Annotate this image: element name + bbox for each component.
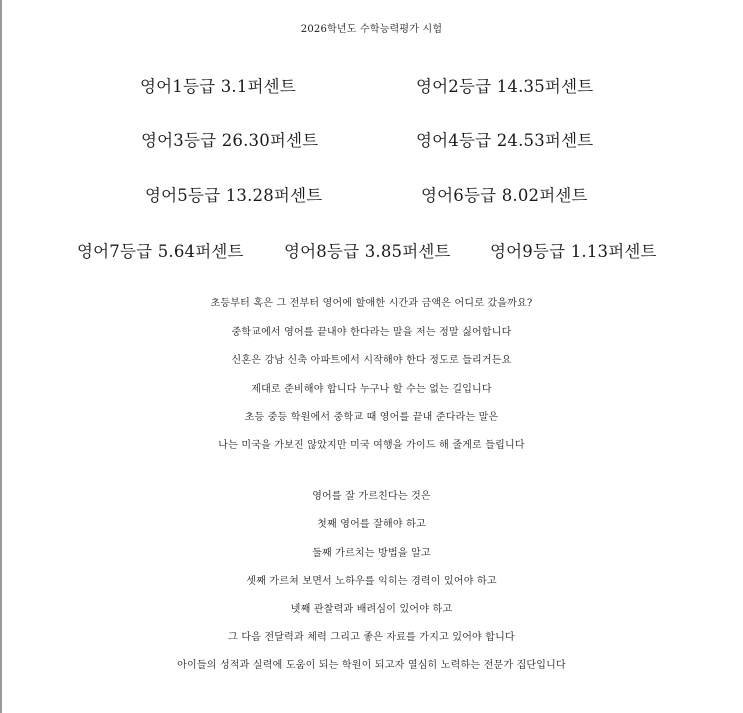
paragraph1-line-1: 초등부터 혹은 그 전부터 영어에 할애한 시간과 금액은 어디로 갔을까요?	[210, 298, 533, 309]
grade-9: 영어9등급 1.13퍼센트	[490, 242, 657, 261]
grade-1: 영어1등급 3.1퍼센트	[140, 77, 296, 96]
grade-3: 영어3등급 26.30퍼센트	[141, 131, 319, 150]
paragraph2-line-1: 영어를 잘 가르친다는 것은	[312, 491, 431, 502]
paragraph2-line-2: 첫째 영어를 잘해야 하고	[317, 519, 426, 530]
paragraph1-line-4: 제대로 준비해야 합니다 누구나 할 수는 없는 길입니다	[251, 384, 492, 395]
paragraph1-line-3: 신혼은 강남 신축 아파트에서 시작해야 한다 정도로 들리거든요	[231, 355, 512, 366]
grade-8: 영어8등급 3.85퍼센트	[284, 242, 451, 261]
grade-6: 영어6등급 8.02퍼센트	[421, 186, 588, 205]
paragraph1-line-2: 중학교에서 영어를 끝내야 한다라는 말을 저는 정말 싫어합니다	[231, 327, 512, 338]
paragraph2-line-3: 둘째 가르치는 방법을 알고	[312, 548, 431, 559]
paragraph2-line-7: 아이들의 성적과 실력에 도움이 되는 학원이 되고자 열심히 노력하는 전문가 집단입니다	[177, 660, 566, 671]
paragraph2-line-6: 그 다음 전달력과 체력 그리고 좋은 자료를 가지고 있어야 합니다	[228, 632, 515, 643]
grade-5: 영어5등급 13.28퍼센트	[145, 186, 323, 205]
paragraph2-line-5: 넷째 관찰력과 배려심이 있어야 하고	[290, 604, 453, 615]
grade-2: 영어2등급 14.35퍼센트	[416, 77, 594, 96]
document-title: 2026학년도 수학능력평가 시험	[300, 24, 443, 35]
paragraph2-line-4: 셋째 가르쳐 보면서 노하우를 익히는 경력이 있어야 하고	[246, 576, 497, 587]
paragraph1-line-5: 초등 중등 학원에서 중학교 때 영어를 끝내 준다라는 말은	[244, 412, 499, 423]
paragraph1-line-6: 나는 미국을 가보진 않았지만 미국 여행을 가이드 해 줄게로 들립니다	[218, 440, 525, 451]
grade-7: 영어7등급 5.64퍼센트	[77, 242, 244, 261]
grade-4: 영어4등급 24.53퍼센트	[416, 131, 594, 150]
